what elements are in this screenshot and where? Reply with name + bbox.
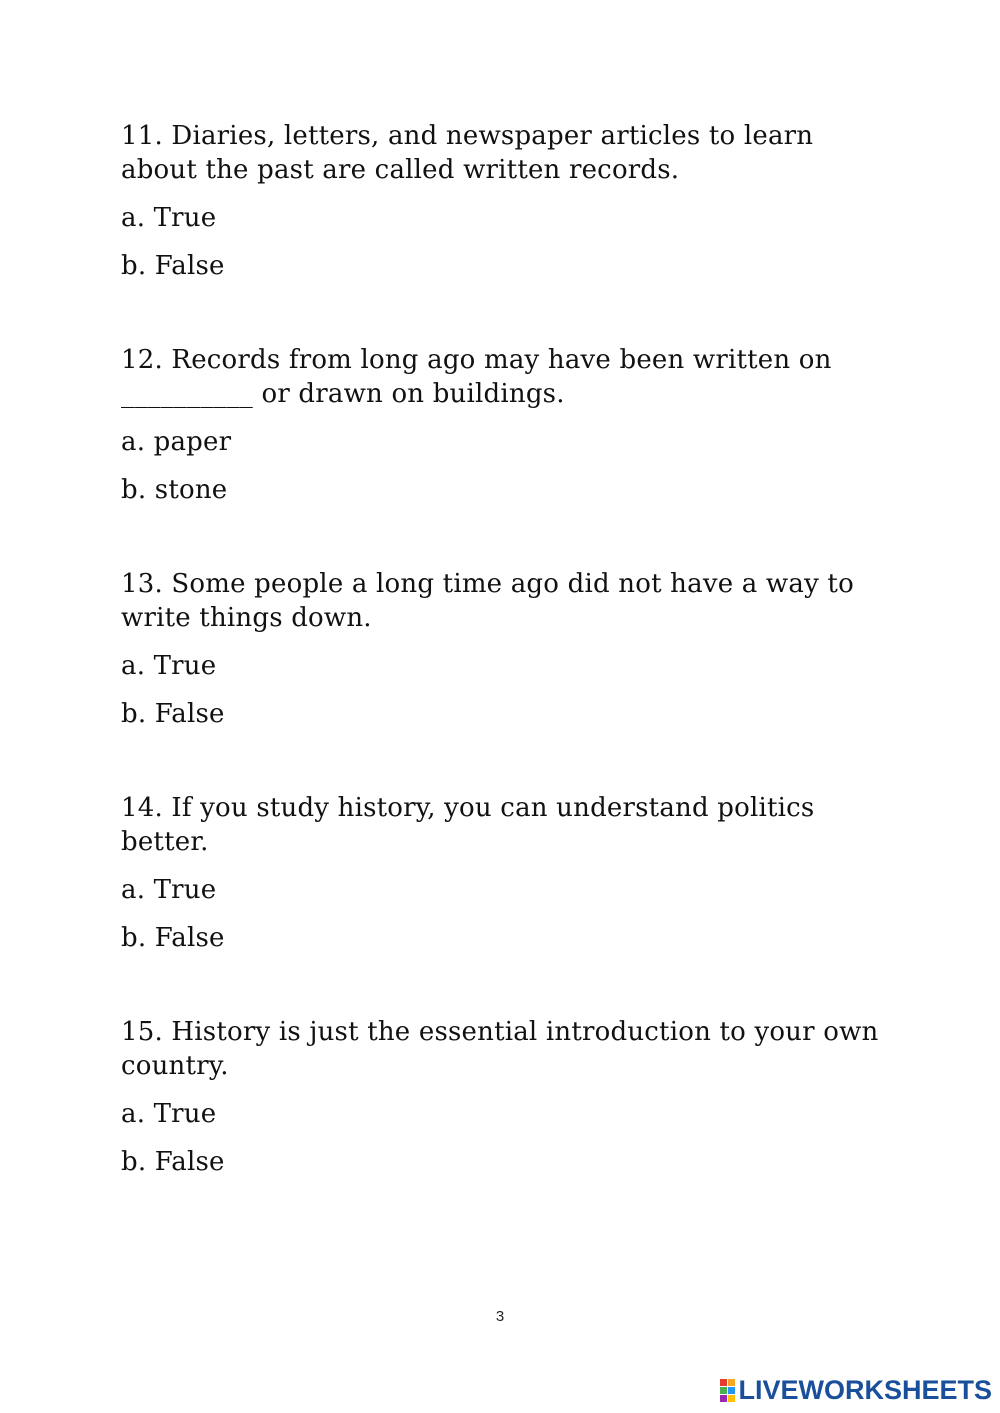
question-text-line-1: 13. Some people a long time ago did not have a way to <box>121 569 854 599</box>
liveworksheets-logo-icon <box>720 1379 735 1402</box>
logo-square <box>728 1387 735 1394</box>
question-text <box>121 119 881 187</box>
option-b[interactable]: b. False <box>121 923 225 953</box>
question-text-line-1: 15. History is just the essential introduction to your own <box>121 1017 879 1047</box>
option-a[interactable]: a. True <box>121 1099 217 1129</box>
question-13 <box>121 567 881 731</box>
page-number: 3 <box>495 1308 505 1325</box>
question-text-line-2: country. <box>121 1051 229 1081</box>
question-text-line-1: 14. If you study history, you can understand politics <box>121 793 815 823</box>
logo-square <box>720 1395 727 1402</box>
question-12 <box>121 343 881 507</box>
option-a[interactable]: a. True <box>121 203 217 233</box>
logo-square <box>720 1387 727 1394</box>
question-14 <box>121 791 881 955</box>
logo-text: LIVEWORKSHEETS <box>738 1375 992 1405</box>
question-text <box>121 1015 881 1083</box>
logo-square <box>720 1379 727 1386</box>
question-text <box>121 791 881 859</box>
question-text <box>121 567 881 635</box>
question-11 <box>121 119 881 283</box>
question-text-line-2: better. <box>121 827 209 857</box>
logo-square <box>728 1395 735 1402</box>
option-b[interactable]: b. False <box>121 1147 225 1177</box>
question-text-line-1: 12. Records from long ago may have been written on <box>121 345 832 375</box>
option-a[interactable]: a. paper <box>121 427 232 457</box>
option-b[interactable]: b. stone <box>121 475 228 505</box>
option-b[interactable]: b. False <box>121 251 225 281</box>
logo-square <box>728 1379 735 1386</box>
option-b[interactable]: b. False <box>121 699 225 729</box>
question-text-line-2: __________ or drawn on buildings. <box>121 379 565 409</box>
question-15 <box>121 1015 881 1179</box>
question-text-line-2: write things down. <box>121 603 372 633</box>
liveworksheets-logo <box>720 1376 992 1404</box>
question-text-line-1: 11. Diaries, letters, and newspaper articles to learn <box>121 121 814 151</box>
question-text-line-2: about the past are called written records. <box>121 155 680 185</box>
option-a[interactable]: a. True <box>121 875 217 905</box>
option-a[interactable]: a. True <box>121 651 217 681</box>
question-text <box>121 343 881 411</box>
